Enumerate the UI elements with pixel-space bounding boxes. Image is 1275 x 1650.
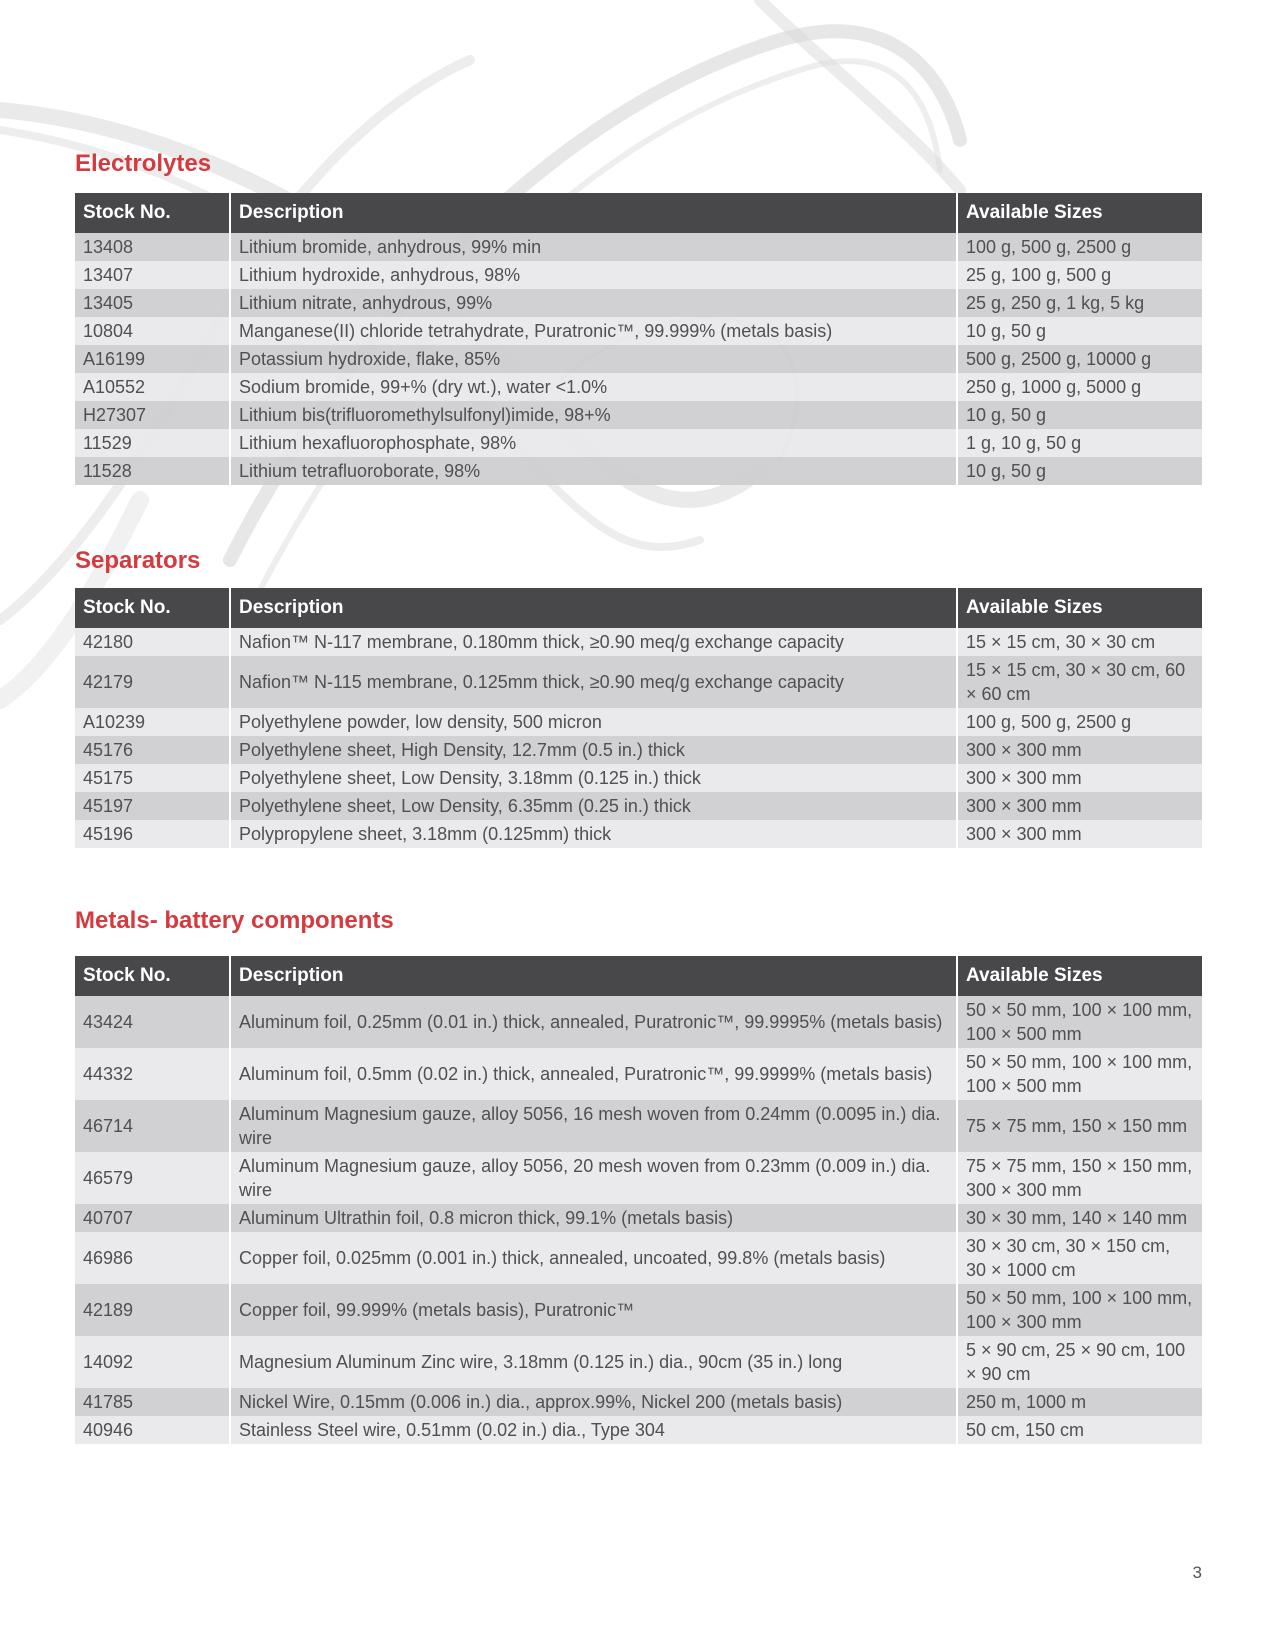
description: Polyethylene sheet, Low Density, 6.35mm (0.25 in.) thick (230, 792, 957, 820)
available-sizes: 250 g, 1000 g, 5000 g (957, 373, 1202, 401)
stock-number: 45176 (75, 736, 230, 764)
section-metals-battery-components (75, 906, 1202, 1444)
section-title: Electrolytes (75, 150, 212, 177)
table-row (75, 1388, 1202, 1416)
stock-number: 40707 (75, 1204, 230, 1232)
stock-number: 46986 (75, 1232, 230, 1284)
table-row (75, 429, 1202, 457)
column-header-description: Description (230, 956, 957, 996)
description: Lithium tetrafluoroborate, 98% (230, 457, 957, 485)
table-row (75, 656, 1202, 708)
product-table (75, 193, 1202, 485)
stock-number: 43424 (75, 996, 230, 1048)
available-sizes: 100 g, 500 g, 2500 g (957, 708, 1202, 736)
stock-number: 40946 (75, 1416, 230, 1444)
section-separators (75, 546, 1202, 848)
table-row (75, 1100, 1202, 1152)
table-row (75, 373, 1202, 401)
column-header-sizes: Available Sizes (957, 588, 1202, 628)
table-header-row (75, 193, 1202, 233)
stock-number: A10552 (75, 373, 230, 401)
available-sizes: 100 g, 500 g, 2500 g (957, 233, 1202, 261)
available-sizes: 50 × 50 mm, 100 × 100 mm, 100 × 300 mm (957, 1284, 1202, 1336)
description: Sodium bromide, 99+% (dry wt.), water <1.0% (230, 373, 957, 401)
section-title: Metals- battery components (75, 907, 394, 934)
product-table (75, 956, 1202, 1444)
table-row (75, 289, 1202, 317)
stock-number: 45197 (75, 792, 230, 820)
table-row (75, 1048, 1202, 1100)
table-row (75, 764, 1202, 792)
available-sizes: 30 × 30 cm, 30 × 150 cm, 30 × 1000 cm (957, 1232, 1202, 1284)
description: Nickel Wire, 0.15mm (0.006 in.) dia., approx.99%, Nickel 200 (metals basis) (230, 1388, 957, 1416)
description: Nafion™ N-117 membrane, 0.180mm thick, ≥0.90 meq/g exchange capacity (230, 628, 957, 656)
stock-number: 45196 (75, 820, 230, 848)
available-sizes: 50 × 50 mm, 100 × 100 mm, 100 × 500 mm (957, 996, 1202, 1048)
description: Aluminum Magnesium gauze, alloy 5056, 20 mesh woven from 0.23mm (0.009 in.) dia. wire (230, 1152, 957, 1204)
description: Aluminum Ultrathin foil, 0.8 micron thick, 99.1% (metals basis) (230, 1204, 957, 1232)
available-sizes: 15 × 15 cm, 30 × 30 cm (957, 628, 1202, 656)
table-row (75, 1232, 1202, 1284)
table-row (75, 1204, 1202, 1232)
page-number: 3 (1192, 1563, 1202, 1582)
available-sizes: 15 × 15 cm, 30 × 30 cm, 60 × 60 cm (957, 656, 1202, 708)
table-row (75, 401, 1202, 429)
table-row (75, 317, 1202, 345)
available-sizes: 500 g, 2500 g, 10000 g (957, 345, 1202, 373)
table-row (75, 1336, 1202, 1388)
available-sizes: 25 g, 100 g, 500 g (957, 261, 1202, 289)
description: Magnesium Aluminum Zinc wire, 3.18mm (0.125 in.) dia., 90cm (35 in.) long (230, 1336, 957, 1388)
column-header-description: Description (230, 193, 957, 233)
available-sizes: 300 × 300 mm (957, 792, 1202, 820)
table-row (75, 1284, 1202, 1336)
available-sizes: 250 m, 1000 m (957, 1388, 1202, 1416)
stock-number: A10239 (75, 708, 230, 736)
table-row (75, 792, 1202, 820)
available-sizes: 300 × 300 mm (957, 764, 1202, 792)
description: Stainless Steel wire, 0.51mm (0.02 in.) dia., Type 304 (230, 1416, 957, 1444)
table-row (75, 628, 1202, 656)
table-header-row (75, 588, 1202, 628)
stock-number: 46579 (75, 1152, 230, 1204)
table-row (75, 996, 1202, 1048)
description: Lithium bis(trifluoromethylsulfonyl)imide, 98+% (230, 401, 957, 429)
description: Polyethylene sheet, High Density, 12.7mm (0.5 in.) thick (230, 736, 957, 764)
description: Aluminum Magnesium gauze, alloy 5056, 16 mesh woven from 0.24mm (0.0095 in.) dia. wire (230, 1100, 957, 1152)
available-sizes: 25 g, 250 g, 1 kg, 5 kg (957, 289, 1202, 317)
stock-number: 45175 (75, 764, 230, 792)
table-row (75, 708, 1202, 736)
column-header-description: Description (230, 588, 957, 628)
column-header-stock: Stock No. (75, 956, 230, 996)
product-table (75, 588, 1202, 848)
stock-number: 41785 (75, 1388, 230, 1416)
stock-number: 42189 (75, 1284, 230, 1336)
stock-number: 14092 (75, 1336, 230, 1388)
stock-number: 13407 (75, 261, 230, 289)
stock-number: 11528 (75, 457, 230, 485)
available-sizes: 30 × 30 mm, 140 × 140 mm (957, 1204, 1202, 1232)
available-sizes: 75 × 75 mm, 150 × 150 mm, 300 × 300 mm (957, 1152, 1202, 1204)
stock-number: 46714 (75, 1100, 230, 1152)
table-row (75, 457, 1202, 485)
table-row (75, 261, 1202, 289)
description: Lithium hydroxide, anhydrous, 98% (230, 261, 957, 289)
table-row (75, 345, 1202, 373)
description: Lithium hexafluorophosphate, 98% (230, 429, 957, 457)
description: Polyethylene powder, low density, 500 micron (230, 708, 957, 736)
available-sizes: 10 g, 50 g (957, 457, 1202, 485)
available-sizes: 10 g, 50 g (957, 317, 1202, 345)
available-sizes: 300 × 300 mm (957, 820, 1202, 848)
stock-number: 42179 (75, 656, 230, 708)
available-sizes: 300 × 300 mm (957, 736, 1202, 764)
table-row (75, 736, 1202, 764)
available-sizes: 50 cm, 150 cm (957, 1416, 1202, 1444)
column-header-stock: Stock No. (75, 588, 230, 628)
column-header-sizes: Available Sizes (957, 193, 1202, 233)
description: Lithium bromide, anhydrous, 99% min (230, 233, 957, 261)
stock-number: A16199 (75, 345, 230, 373)
available-sizes: 1 g, 10 g, 50 g (957, 429, 1202, 457)
table-row (75, 820, 1202, 848)
section-electrolytes (75, 149, 1202, 485)
table-row (75, 1416, 1202, 1444)
stock-number: H27307 (75, 401, 230, 429)
description: Potassium hydroxide, flake, 85% (230, 345, 957, 373)
stock-number: 13408 (75, 233, 230, 261)
section-title: Separators (75, 547, 201, 574)
table-row (75, 1152, 1202, 1204)
table-header-row (75, 956, 1202, 996)
description: Lithium nitrate, anhydrous, 99% (230, 289, 957, 317)
available-sizes: 10 g, 50 g (957, 401, 1202, 429)
column-header-sizes: Available Sizes (957, 956, 1202, 996)
description: Manganese(II) chloride tetrahydrate, Puratronic™, 99.999% (metals basis) (230, 317, 957, 345)
available-sizes: 50 × 50 mm, 100 × 100 mm, 100 × 500 mm (957, 1048, 1202, 1100)
table-row (75, 233, 1202, 261)
column-header-stock: Stock No. (75, 193, 230, 233)
description: Nafion™ N-115 membrane, 0.125mm thick, ≥0.90 meq/g exchange capacity (230, 656, 957, 708)
description: Polypropylene sheet, 3.18mm (0.125mm) thick (230, 820, 957, 848)
stock-number: 10804 (75, 317, 230, 345)
description: Copper foil, 0.025mm (0.001 in.) thick, annealed, uncoated, 99.8% (metals basis) (230, 1232, 957, 1284)
description: Copper foil, 99.999% (metals basis), Puratronic™ (230, 1284, 957, 1336)
description: Aluminum foil, 0.5mm (0.02 in.) thick, annealed, Puratronic™, 99.9999% (metals basis) (230, 1048, 957, 1100)
description: Aluminum foil, 0.25mm (0.01 in.) thick, annealed, Puratronic™, 99.9995% (metals basis) (230, 996, 957, 1048)
available-sizes: 5 × 90 cm, 25 × 90 cm, 100 × 90 cm (957, 1336, 1202, 1388)
stock-number: 44332 (75, 1048, 230, 1100)
description: Polyethylene sheet, Low Density, 3.18mm (0.125 in.) thick (230, 764, 957, 792)
available-sizes: 75 × 75 mm, 150 × 150 mm (957, 1100, 1202, 1152)
stock-number: 42180 (75, 628, 230, 656)
stock-number: 11529 (75, 429, 230, 457)
stock-number: 13405 (75, 289, 230, 317)
